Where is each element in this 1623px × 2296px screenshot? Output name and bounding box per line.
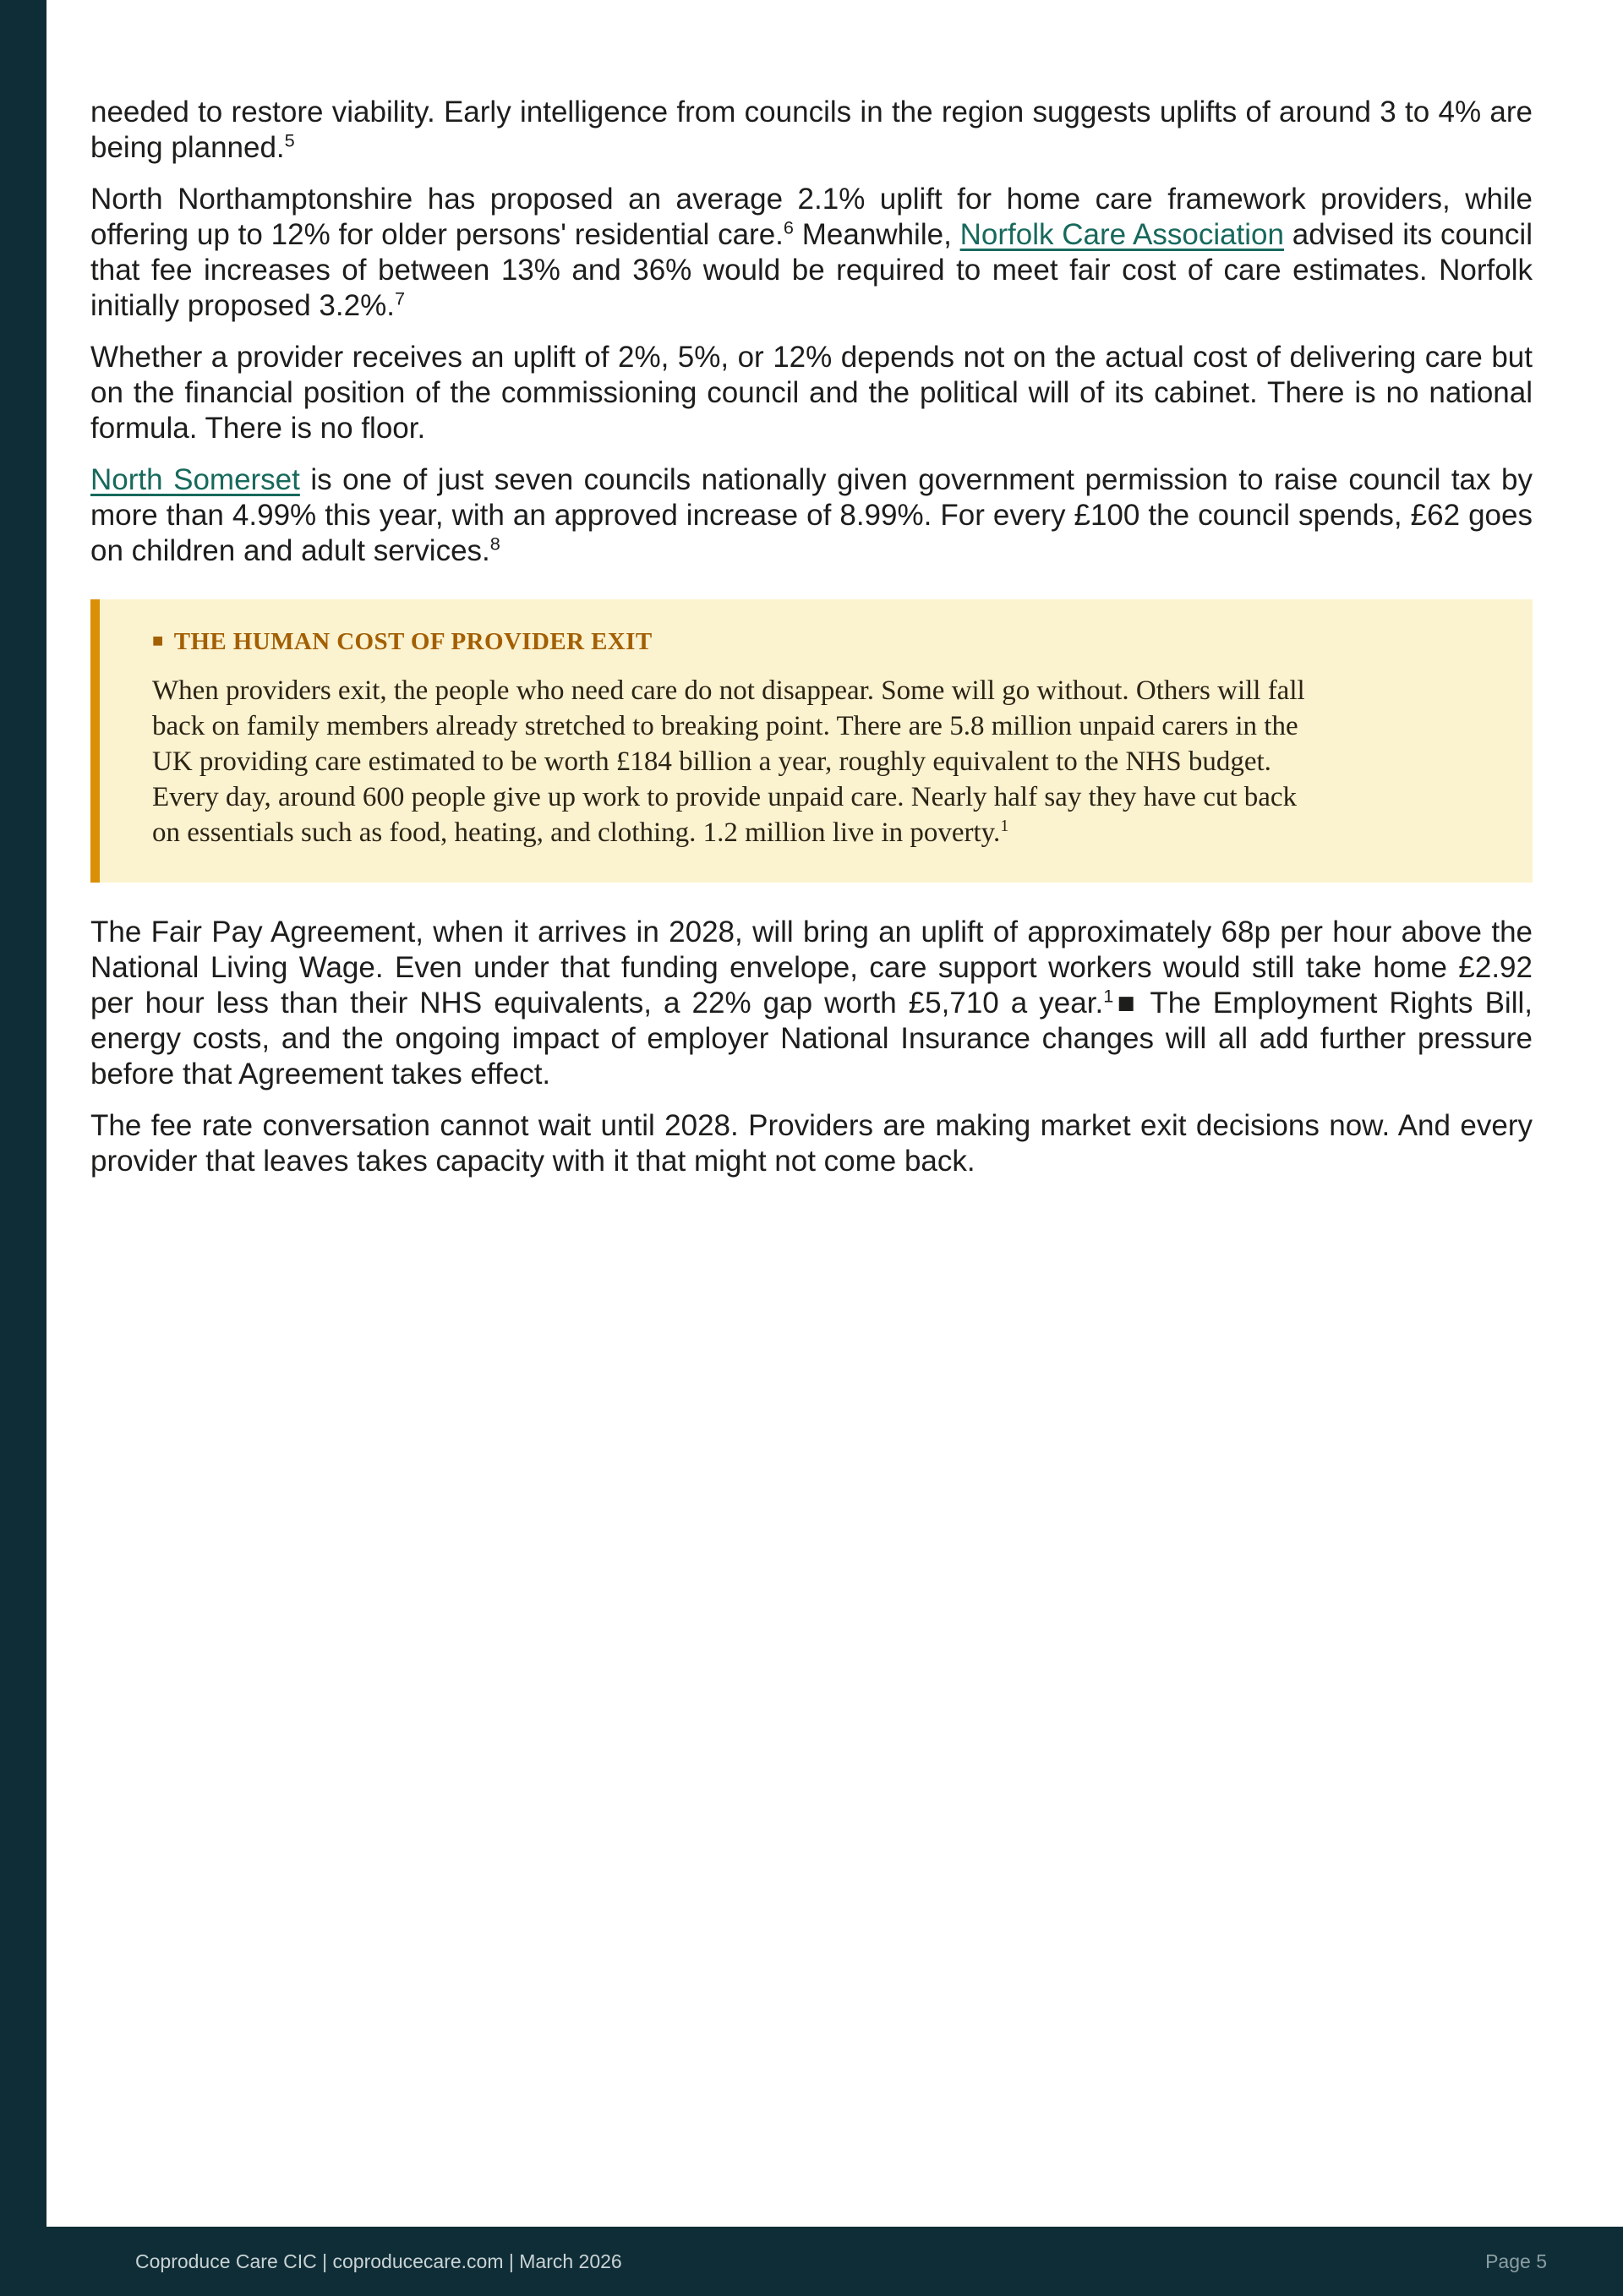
text-run: Meanwhile, <box>793 218 960 251</box>
north-somerset-link[interactable]: North Somerset <box>90 463 300 496</box>
footnote-ref: 7 <box>394 287 405 309</box>
text-run: ■ The Employment Rights Bill, energy costs, and the ongoing impact of employer National Insurance changes will all add further pressure before that Agreement takes effect. <box>90 987 1533 1091</box>
footnote-ref: 1 <box>1000 817 1009 835</box>
content-area <box>90 95 1533 1195</box>
text-run: North Northamptonshire has proposed an average 2.1% uplift for home care framework providers, while offering up to 12% for older persons' residential care. <box>90 183 1533 251</box>
left-accent-bar <box>0 0 46 2296</box>
footnote-ref: 5 <box>284 129 295 151</box>
paragraph <box>90 1108 1533 1179</box>
footer-bar <box>0 2227 1623 2296</box>
callout-heading-text: THE HUMAN COST OF PROVIDER EXIT <box>173 628 653 655</box>
footnote-ref: 1 <box>1103 985 1114 1007</box>
paragraph <box>90 915 1533 1092</box>
text-run: Whether a provider receives an uplift of 2%, 5%, or 12% depends not on the actual cost of delivering care but on the financial position of the commissioning council and the political will of its cabinet. There is no national formula. There is no floor. <box>90 341 1533 445</box>
footer-info: Coproduce Care CIC | coproducecare.com | March 2026 <box>135 2250 622 2272</box>
text-run: The Fair Pay Agreement, when it arrives in 2028, will bring an uplift of approximately 68p per hour above the National Living Wage. Even under that funding envelope, care support workers would still take home £2.92 per hour less than their NHS equivalents, a 22% gap worth £5,710 a year. <box>90 916 1533 1020</box>
footnote-ref: 8 <box>489 533 500 555</box>
paragraph <box>90 462 1533 569</box>
page-number: Page 5 <box>1485 2250 1547 2272</box>
paragraph <box>90 182 1533 324</box>
paragraph <box>90 95 1533 166</box>
callout-heading <box>152 628 1482 656</box>
callout-box <box>90 599 1533 883</box>
paragraph <box>90 340 1533 446</box>
body-paragraphs-after <box>90 915 1533 1179</box>
text-run: is one of just seven councils nationally given government permission to raise council tax by more than 4.99% this year, with an approved increase of 8.99%. For every £100 the council spends, £62 goes on children and adult services. <box>90 463 1533 567</box>
callout-body <box>152 673 1319 850</box>
body-paragraphs <box>90 95 1533 569</box>
text-run: When providers exit, the people who need care do not disappear. Some will go without. Others will fall back on family members already stretched to breaking point. There are 5.8 million unpaid carers in the UK providing care estimated to be worth £184 billion a year, roughly equivalent to the NHS budget. Every day, around 600 people give up work to provide unpaid care. Nearly half say they have cut back on essentials such as food, heating, and clothing. 1.2 million live in poverty. <box>152 675 1305 848</box>
norfolk-care-association-link[interactable]: Norfolk Care Association <box>959 218 1284 251</box>
text-run: The fee rate conversation cannot wait until 2028. Providers are making market exit decisions now. And every provider that leaves takes capacity with it that might not come back. <box>90 1109 1533 1178</box>
text-run: advised its council that fee increases of between 13% and 36% would be required to meet fair cost of care estimates. Norfolk initially proposed 3.2%. <box>90 218 1533 322</box>
footnote-ref: 6 <box>783 216 794 238</box>
text-run: needed to restore viability. Early intelligence from councils in the region suggests uplifts of around 3 to 4% are being planned. <box>90 96 1533 164</box>
square-bullet-icon: ■ <box>152 630 164 651</box>
